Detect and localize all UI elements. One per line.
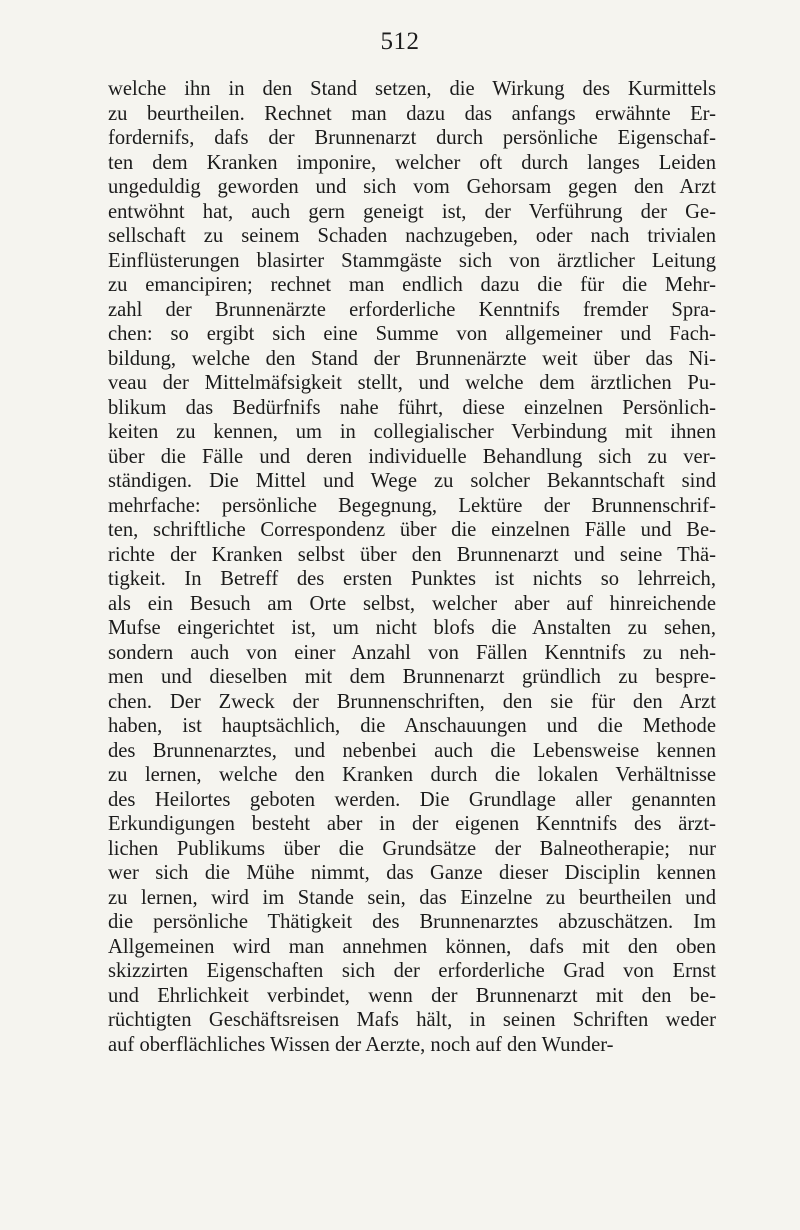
text-line: men und dieselben mit dem Brunnenarzt gründlich zu bespre- <box>108 666 716 688</box>
text-line: lichen Publikums über die Grundsätze der Balneotherapie; nur <box>108 837 716 860</box>
text-line: fordernifs, dafs der Brunnenarzt durch persönliche Eigenschaf- <box>108 127 716 149</box>
text-line: zu emancipiren; rechnet man endlich dazu die für die Mehr- <box>108 274 716 296</box>
text-line: als ein Besuch am Orte selbst, welcher aber auf hinreichende <box>108 592 716 615</box>
text-line: über die Fälle und deren individuelle Behandlung sich zu ver- <box>108 445 716 468</box>
text-line: und Ehrlichkeit verbindet, wenn der Brunnenarzt mit den be- <box>108 984 716 1007</box>
text-line: wer sich die Mühe nimmt, das Ganze dieser Disciplin kennen <box>108 862 716 884</box>
text-line: haben, ist hauptsächlich, die Anschauungen und die Methode <box>108 715 716 737</box>
text-line: zu beurtheilen. Rechnet man dazu das anfangs erwähnte Er- <box>108 102 716 125</box>
text-line: veau der Mittelmäfsigkeit stellt, und welche dem ärztlichen Pu- <box>108 372 716 394</box>
page-number: 512 <box>380 28 420 55</box>
text-line: chen: so ergibt sich eine Summe von allgemeiner und Fach- <box>108 323 716 345</box>
text-line: bildung, welche den Stand der Brunnenärzte weit über das Ni- <box>108 347 716 370</box>
text-line: chen. Der Zweck der Brunnenschriften, den sie für den Arzt <box>108 690 716 713</box>
text-line: blikum das Bedürfnifs nahe führt, diese einzelnen Persönlich- <box>108 396 716 419</box>
text-line: des Heilortes geboten werden. Die Grundlage aller genannten <box>108 788 716 811</box>
text-line: welche ihn in den Stand setzen, die Wirkung des Kurmittels <box>108 78 716 100</box>
text-line: ten, schriftliche Correspondenz über die einzelnen Fälle und Be- <box>108 519 716 541</box>
text-line: zu lernen, welche den Kranken durch die lokalen Verhältnisse <box>108 764 716 786</box>
text-line: zahl der Brunnenärzte erforderliche Kenntnifs fremder Spra- <box>108 298 716 321</box>
text-line: sondern auch von einer Anzahl von Fällen Kenntnifs zu neh- <box>108 641 716 664</box>
text-line: richte der Kranken selbst über den Brunnenarzt und seine Thä- <box>108 543 716 566</box>
text-line: mehrfache: persönliche Begegnung, Lektüre der Brunnenschrif- <box>108 494 716 517</box>
text-line: ten dem Kranken imponire, welcher oft durch langes Leiden <box>108 151 716 174</box>
text-line: tigkeit. In Betreff des ersten Punktes ist nichts so lehrreich, <box>108 568 716 590</box>
text-line: des Brunnenarztes, und nebenbei auch die Lebensweise kennen <box>108 739 716 762</box>
text-line: rüchtigten Geschäftsreisen Mafs hält, in seinen Schriften weder <box>108 1009 716 1031</box>
text-line: skizzirten Eigenschaften sich der erforderliche Grad von Ernst <box>108 960 716 982</box>
text-line: ständigen. Die Mittel und Wege zu solcher Bekanntschaft sind <box>108 470 716 492</box>
text-line: entwöhnt hat, auch gern geneigt ist, der Verführung der Ge- <box>108 200 716 223</box>
body-text <box>108 77 716 1057</box>
text-line: keiten zu kennen, um in collegialischer Verbindung mit ihnen <box>108 421 716 443</box>
text-line: zu lernen, wird im Stande sein, das Einzelne zu beurtheilen und <box>108 886 716 909</box>
text-line: sellschaft zu seinem Schaden nachzugeben, oder nach trivialen <box>108 225 716 247</box>
text-line: die persönliche Thätigkeit des Brunnenarztes abzuschätzen. Im <box>108 911 716 933</box>
text-line: Einflüsterungen blasirter Stammgäste sich von ärztlicher Leitung <box>108 249 716 272</box>
text-line: Erkundigungen besteht aber in der eigenen Kenntnifs des ärzt- <box>108 813 716 835</box>
text-line: Allgemeinen wird man annehmen können, dafs mit den oben <box>108 935 716 958</box>
text-line: Mufse eingerichtet ist, um nicht blofs die Anstalten zu sehen, <box>108 617 716 639</box>
text-line: auf oberflächliches Wissen der Aerzte, noch auf den Wunder- <box>108 1033 614 1056</box>
text-line: ungeduldig geworden und sich vom Gehorsam gegen den Arzt <box>108 176 716 198</box>
